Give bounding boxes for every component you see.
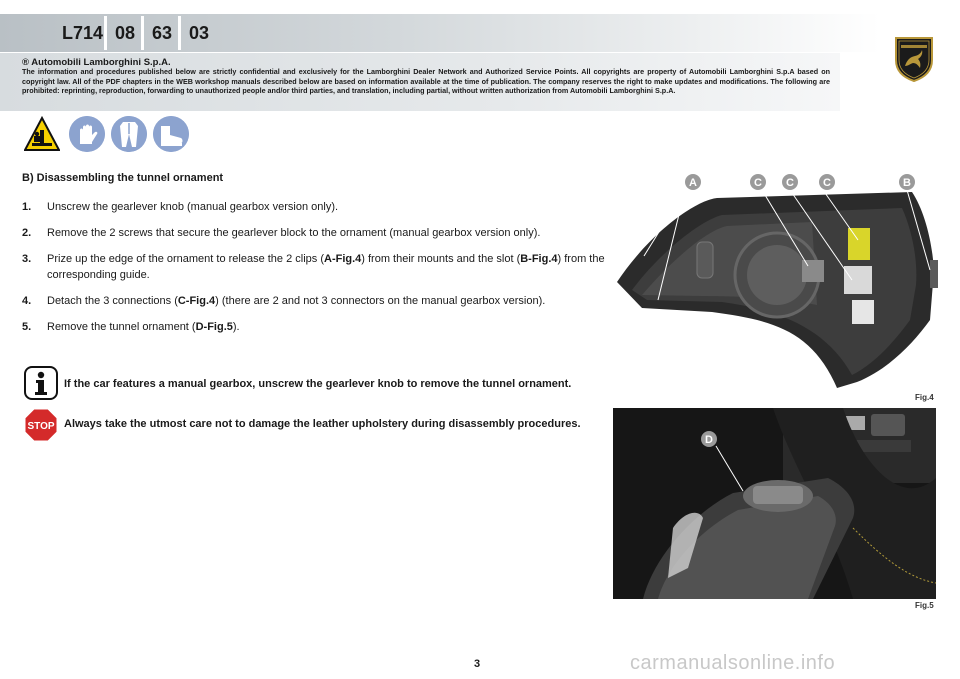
caution-lift-icon <box>24 116 60 152</box>
step-5 <box>22 319 607 335</box>
info-note: If the car features a manual gearbox, unscrew the gearlever knob to remove the tunnel ornament. <box>64 378 572 390</box>
stop-warning: Always take the utmost care not to damage the leather upholstery during disassembly procedures. <box>64 418 581 430</box>
copyright-disclaimer: The information and procedures published below are strictly confidential and exclusively for the Lamborghini Dealer Network and Authorized Service Points. All copyrights are property of Automobili Lamborghini S.p.A based on copyright law. All of the PDF chapters in the WEB workshop manuals described below are based on information available at the time of publication. The company reserves the right to make updates and modifications. The following are prohibited: reprinting, reproduction, forwarding to unauthorized people and/or third parties, and translation, including partial, without written authorization from Automobili Lamborghini S.p.A. <box>22 67 830 96</box>
fig4-caption: Fig.4 <box>915 393 934 402</box>
doc-code-group: 08 <box>104 16 135 50</box>
fig5-caption: Fig.5 <box>915 601 934 610</box>
gloves-icon <box>69 116 105 152</box>
section-title: B) Disassembling the tunnel ornament <box>22 172 224 184</box>
stop-sign-label: STOP <box>27 421 55 432</box>
step-number: 5. <box>22 321 32 333</box>
step-number: 1. <box>22 201 32 213</box>
svg-text:D: D <box>705 434 713 446</box>
fig5-console-photo <box>613 408 936 599</box>
step-2 <box>22 225 607 241</box>
step-text: Remove the 2 screws that secure the gearlever block to the ornament (manual gearbox version only). <box>47 227 541 239</box>
figure-reference: B-Fig.4 <box>520 253 558 265</box>
step-4 <box>22 293 607 309</box>
doc-code-model: L714 <box>62 23 104 43</box>
step-text: Detach the 3 connections (C-Fig.4) (there are 2 and not 3 connectors on the manual gearbox version). <box>47 295 546 307</box>
lamborghini-logo <box>893 36 935 82</box>
stop-sign-icon <box>24 408 58 442</box>
callout-d <box>701 431 717 447</box>
safety-shoes-icon <box>153 116 189 152</box>
overalls-icon <box>111 116 147 152</box>
svg-text:C: C <box>786 177 794 189</box>
svg-text:B: B <box>903 177 911 189</box>
step-1 <box>22 199 607 215</box>
figure-reference: C-Fig.4 <box>177 295 216 307</box>
company-name: ® Automobili Lamborghini S.p.A. <box>22 57 171 68</box>
step-text: Unscrew the gearlever knob (manual gearbox version only). <box>47 201 339 213</box>
callout-c <box>750 174 766 190</box>
step-number: 4. <box>22 295 32 307</box>
callout-c <box>782 174 798 190</box>
step-number: 3. <box>22 253 32 265</box>
step-3 <box>22 251 607 283</box>
step-text: Prize up the edge of the ornament to release the 2 clips (A-Fig.4) from their mounts and the slot (B-Fig.4) from the corresponding guide. <box>47 253 605 281</box>
svg-text:A: A <box>689 177 697 189</box>
figure-reference: A-Fig.4 <box>324 253 362 265</box>
step-number: 2. <box>22 227 32 239</box>
doc-code-subgroup: 63 <box>141 16 172 50</box>
svg-text:C: C <box>754 177 762 189</box>
figure-reference: D-Fig.5 <box>195 321 233 333</box>
page-number: 3 <box>474 658 481 670</box>
svg-text:C: C <box>823 177 831 189</box>
info-icon <box>24 366 58 400</box>
step-text: Remove the tunnel ornament (D-Fig.5). <box>47 321 240 333</box>
doc-code-section: 03 <box>178 16 209 50</box>
watermark: carmanualsonline.info <box>630 652 836 674</box>
fig4-tunnel-ornament-photo <box>612 170 940 392</box>
callout-b <box>899 174 915 190</box>
callout-c <box>819 174 835 190</box>
callout-a <box>685 174 701 190</box>
